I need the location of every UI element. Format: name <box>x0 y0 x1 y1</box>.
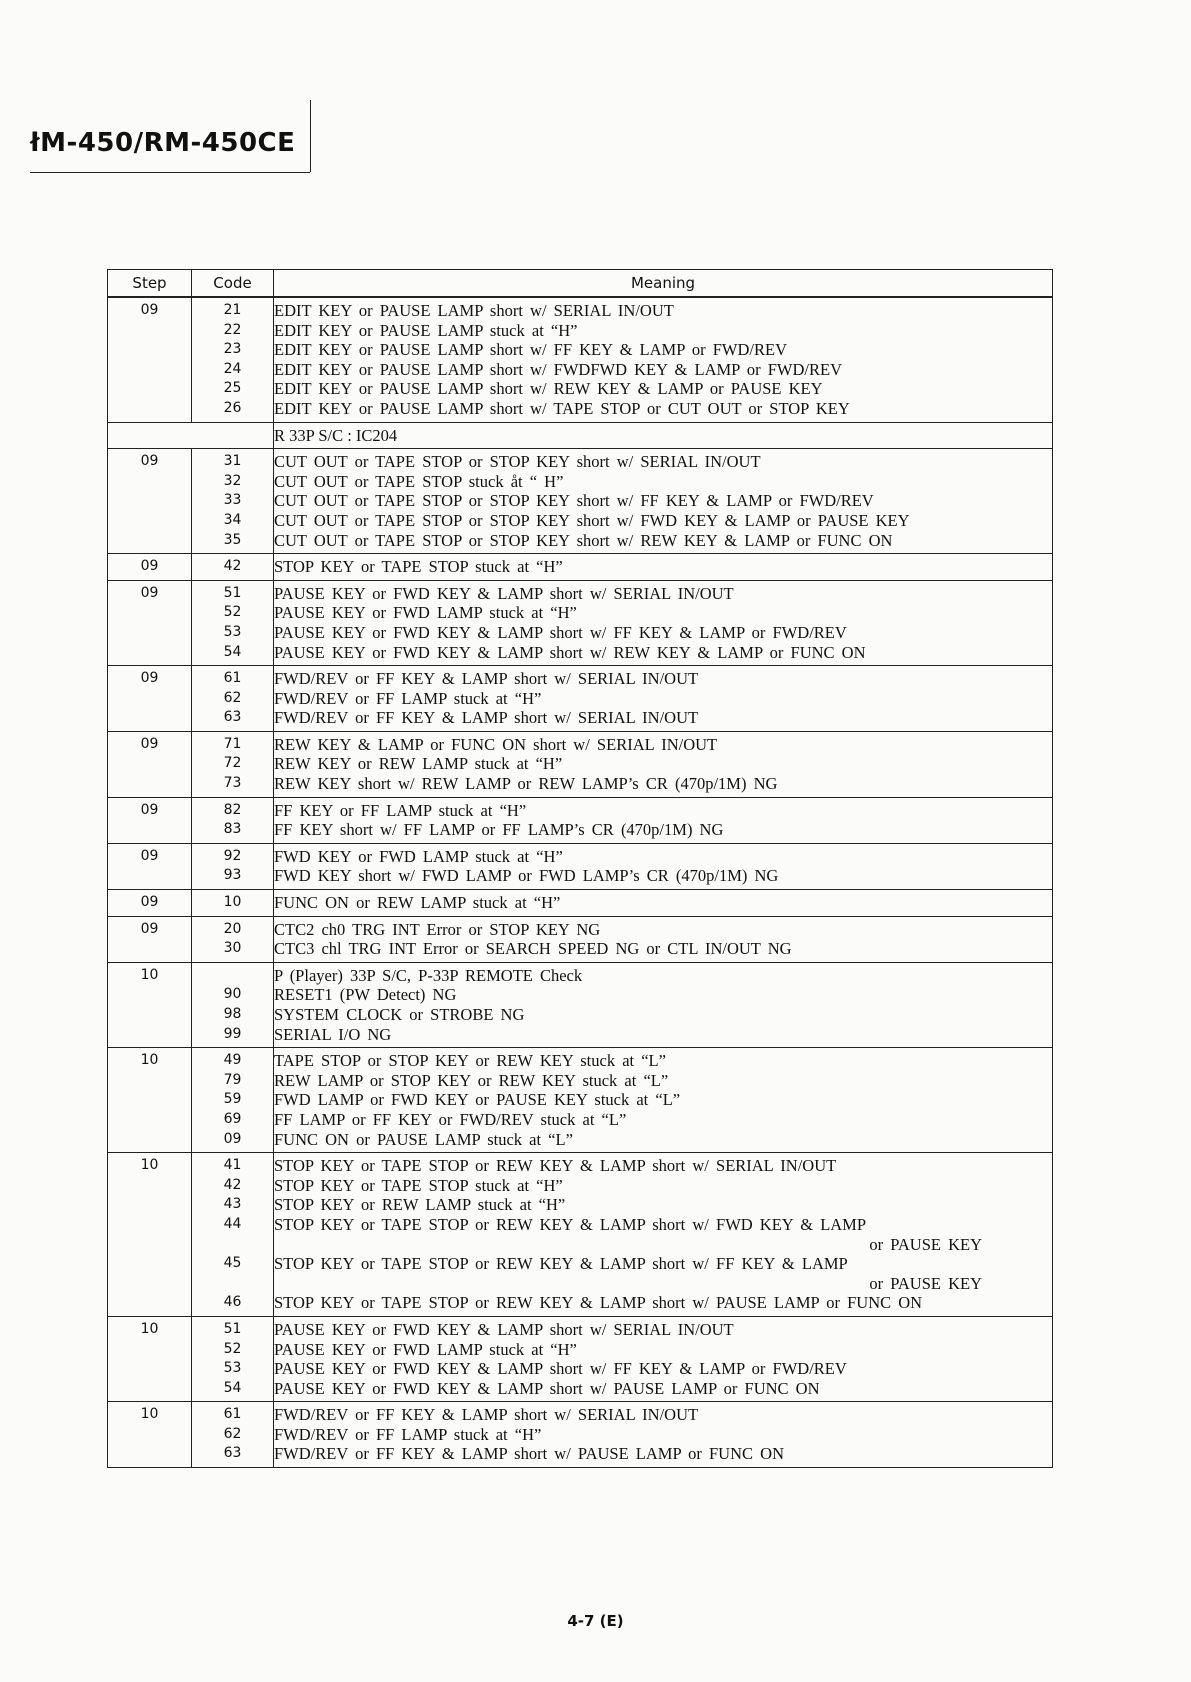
page-number: 4-7 (E) <box>567 1612 624 1630</box>
error-code: 61 <box>223 1406 242 1423</box>
step-cell: 09 <box>108 797 192 843</box>
code-cell <box>192 890 274 917</box>
code-cell <box>192 731 274 797</box>
meaning-cell <box>274 580 1053 665</box>
code-cell <box>192 962 274 1047</box>
error-code: 73 <box>223 775 242 792</box>
error-code: 25 <box>223 380 242 397</box>
table-row <box>108 797 1053 843</box>
meaning-cell <box>274 1153 1053 1317</box>
column-header-code: Code <box>192 270 274 298</box>
meaning-line: FWD/REV or FF KEY & LAMP short w/ SERIAL IN/OUT <box>274 1405 699 1425</box>
meaning-cell <box>274 1048 1053 1153</box>
meaning-line: FWD/REV or FF KEY & LAMP short w/ SERIAL IN/OUT <box>274 708 699 728</box>
meaning-line-continuation: or PAUSE KEY <box>869 1273 982 1293</box>
meaning-line: STOP KEY or TAPE STOP or REW KEY & LAMP short w/ PAUSE LAMP or FUNC ON <box>274 1293 923 1313</box>
meaning-line: CUT OUT or TAPE STOP or STOP KEY short w/ FF KEY & LAMP or FWD/REV <box>274 491 874 511</box>
step-cell: 09 <box>108 297 192 422</box>
error-code: 53 <box>223 623 242 640</box>
meaning-line: CTC3 chl TRG INT Error or SEARCH SPEED NG or CTL IN/OUT NG <box>274 939 792 959</box>
step-cell: 09 <box>108 916 192 962</box>
error-code: 63 <box>223 1445 242 1462</box>
meaning-line: REW KEY & LAMP or FUNC ON short w/ SERIAL IN/OUT <box>274 734 718 754</box>
table-row <box>108 843 1053 889</box>
meaning-line: REW KEY or REW LAMP stuck at “H” <box>274 754 563 774</box>
meaning-line: FWD KEY or FWD LAMP stuck at “H” <box>274 846 563 866</box>
meaning-cell <box>274 297 1053 422</box>
error-code: 72 <box>223 755 242 772</box>
table-row <box>108 449 1053 554</box>
meaning-line: PAUSE KEY or FWD KEY & LAMP short w/ FF KEY & LAMP or FWD/REV <box>274 1359 847 1379</box>
error-code: 33 <box>223 492 242 509</box>
meaning-line: EDIT KEY or PAUSE LAMP short w/ FF KEY & LAMP or FWD/REV <box>274 340 788 360</box>
meaning-line: FWD/REV or FF LAMP stuck at “H” <box>274 688 542 708</box>
meaning-line: P (Player) 33P S/C, P-33P REMOTE Check <box>274 965 583 985</box>
code-cell <box>192 554 274 581</box>
meaning-line: FF KEY short w/ FF LAMP or FF LAMP’s CR (470p/1M) NG <box>274 820 724 840</box>
meaning-line: FWD LAMP or FWD KEY or PAUSE KEY stuck at “L” <box>274 1090 681 1110</box>
error-code: 24 <box>223 360 242 377</box>
code-cell <box>192 1402 274 1468</box>
meaning-cell <box>274 797 1053 843</box>
error-code: 20 <box>223 920 242 937</box>
code-cell <box>192 1048 274 1153</box>
error-code: 41 <box>223 1157 242 1174</box>
table-row <box>108 1153 1053 1317</box>
table-row <box>108 1048 1053 1153</box>
code-cell <box>192 797 274 843</box>
error-code-continuation <box>192 1235 273 1255</box>
meaning-line: RESET1 (PW Detect) NG <box>274 985 457 1005</box>
table-row <box>108 1316 1053 1401</box>
error-code: 52 <box>223 604 242 621</box>
meaning-line: FUNC ON or PAUSE LAMP stuck at “L” <box>274 1129 573 1149</box>
step-cell: 10 <box>108 1402 192 1468</box>
error-code: 54 <box>223 643 242 660</box>
table-row <box>108 890 1053 917</box>
error-code: 34 <box>223 511 242 528</box>
table-row <box>108 962 1053 1047</box>
error-code: 69 <box>223 1110 242 1127</box>
step-cell: 10 <box>108 1048 192 1153</box>
error-code: 59 <box>223 1091 242 1108</box>
meaning-line: PAUSE KEY or FWD KEY & LAMP short w/ SERIAL IN/OUT <box>274 583 734 603</box>
error-code: 63 <box>223 709 242 726</box>
step-cell: 09 <box>108 843 192 889</box>
meaning-line: EDIT KEY or PAUSE LAMP short w/ TAPE STOP or CUT OUT or STOP KEY <box>274 398 850 418</box>
step-cell: 09 <box>108 449 192 554</box>
meaning-line: FUNC ON or REW LAMP stuck at “H” <box>274 893 561 913</box>
meaning-cell <box>274 1402 1053 1468</box>
meaning-line: FF KEY or FF LAMP stuck at “H” <box>274 800 527 820</box>
code-cell <box>192 580 274 665</box>
error-code: 23 <box>223 341 242 358</box>
error-code: 52 <box>223 1340 242 1357</box>
error-code: 79 <box>223 1071 242 1088</box>
error-code: 51 <box>223 584 242 601</box>
meaning-cell <box>274 916 1053 962</box>
step-cell: 10 <box>108 962 192 1047</box>
step-cell: 09 <box>108 554 192 581</box>
table-row <box>108 554 1053 581</box>
error-code: 30 <box>223 940 242 957</box>
error-code <box>192 966 273 986</box>
error-code-table <box>107 269 1053 1468</box>
error-code: 71 <box>223 735 242 752</box>
section-subheader: R 33P S/C : IC204 <box>274 422 1053 449</box>
header-rule-vertical <box>310 100 311 172</box>
error-code: 22 <box>223 321 242 338</box>
meaning-line: SYSTEM CLOCK or STROBE NG <box>274 1005 525 1024</box>
meaning-line: CUT OUT or TAPE STOP or STOP KEY short w/ SERIAL IN/OUT <box>274 452 761 472</box>
meaning-line: PAUSE KEY or FWD LAMP stuck at “H” <box>274 1339 577 1359</box>
meaning-cell <box>274 666 1053 732</box>
step-cell: 10 <box>108 1316 192 1401</box>
meaning-line: REW LAMP or STOP KEY or REW KEY stuck at “L” <box>274 1070 669 1090</box>
error-code: 26 <box>223 399 242 416</box>
error-code: 92 <box>223 847 242 864</box>
meaning-line: SERIAL I/O NG <box>274 1024 392 1044</box>
error-code: 09 <box>223 1130 242 1147</box>
error-code: 10 <box>223 894 242 911</box>
meaning-cell <box>274 731 1053 797</box>
error-code: 54 <box>223 1379 242 1396</box>
error-code: 45 <box>223 1255 242 1272</box>
document-title: łM-450/RM-450CE <box>30 128 296 158</box>
header-rule-horizontal <box>30 172 310 173</box>
error-code: 35 <box>223 531 242 548</box>
step-cell: 10 <box>108 1153 192 1317</box>
error-code: 32 <box>223 472 242 489</box>
meaning-line: EDIT KEY or PAUSE LAMP short w/ FWDFWD KEY & LAMP or FWD/REV <box>274 359 842 379</box>
meaning-line: CTC2 ch0 TRG INT Error or STOP KEY NG <box>274 919 601 939</box>
error-code: 61 <box>223 670 242 687</box>
meaning-cell <box>274 554 1053 581</box>
meaning-line: PAUSE KEY or FWD KEY & LAMP short w/ FF KEY & LAMP or FWD/REV <box>274 622 847 642</box>
meaning-line: TAPE STOP or STOP KEY or REW KEY stuck at “L” <box>274 1051 666 1071</box>
meaning-line: STOP KEY or TAPE STOP or REW KEY & LAMP short w/ SERIAL IN/OUT <box>274 1156 837 1176</box>
table-row <box>108 580 1053 665</box>
step-cell: 09 <box>108 666 192 732</box>
code-cell <box>192 1316 274 1401</box>
meaning-line: EDIT KEY or PAUSE LAMP stuck at “H” <box>274 320 578 340</box>
code-cell <box>192 916 274 962</box>
table-row <box>108 1402 1053 1468</box>
meaning-line: PAUSE KEY or FWD KEY & LAMP short w/ PAUSE LAMP or FUNC ON <box>274 1378 820 1398</box>
meaning-cell <box>274 1316 1053 1401</box>
error-code: 62 <box>223 1425 242 1442</box>
error-code: 83 <box>223 821 242 838</box>
step-cell: 09 <box>108 890 192 917</box>
error-code: 44 <box>223 1215 242 1232</box>
meaning-line: FWD/REV or FF KEY & LAMP short w/ PAUSE LAMP or FUNC ON <box>274 1444 784 1464</box>
code-cell <box>192 1153 274 1317</box>
column-header-step: Step <box>108 270 192 298</box>
step-cell: 09 <box>108 731 192 797</box>
meaning-cell <box>274 843 1053 889</box>
column-header-meaning: Meaning <box>274 270 1053 298</box>
code-cell <box>192 666 274 732</box>
table-row <box>108 666 1053 732</box>
error-code: 90 <box>223 986 242 1003</box>
meaning-cell <box>274 449 1053 554</box>
meaning-line: EDIT KEY or PAUSE LAMP short w/ SERIAL IN/OUT <box>274 301 674 320</box>
meaning-line: STOP KEY or TAPE STOP or REW KEY & LAMP short w/ FWD KEY & LAMP <box>274 1214 867 1234</box>
meaning-line: STOP KEY or REW LAMP stuck at “H” <box>274 1195 566 1215</box>
meaning-line: EDIT KEY or PAUSE LAMP short w/ REW KEY & LAMP or PAUSE KEY <box>274 379 823 399</box>
meaning-line: STOP KEY or TAPE STOP or REW KEY & LAMP short w/ FF KEY & LAMP <box>274 1254 848 1274</box>
error-code: 82 <box>223 801 242 818</box>
meaning-line: FWD/REV or FF LAMP stuck at “H” <box>274 1424 542 1444</box>
meaning-line: PAUSE KEY or FWD KEY & LAMP short w/ REW KEY & LAMP or FUNC ON <box>274 642 866 662</box>
table-body <box>108 297 1053 1468</box>
table-row <box>108 731 1053 797</box>
meaning-line: FWD/REV or FF KEY & LAMP short w/ SERIAL IN/OUT <box>274 669 699 689</box>
error-code: 98 <box>223 1006 242 1022</box>
subheader-spacer <box>108 422 274 449</box>
meaning-line: PAUSE KEY or FWD LAMP stuck at “H” <box>274 603 577 623</box>
error-code: 43 <box>223 1196 242 1213</box>
error-code: 31 <box>223 453 242 470</box>
error-code: 49 <box>223 1052 242 1069</box>
error-code: 42 <box>223 1176 242 1193</box>
meaning-line: CUT OUT or TAPE STOP or STOP KEY short w/ REW KEY & LAMP or FUNC ON <box>274 530 893 550</box>
error-code: 46 <box>223 1294 242 1311</box>
error-code: 62 <box>223 689 242 706</box>
step-cell: 09 <box>108 580 192 665</box>
meaning-cell <box>274 962 1053 1047</box>
error-code: 99 <box>223 1025 242 1042</box>
meaning-cell <box>274 890 1053 917</box>
code-cell <box>192 449 274 554</box>
section-subheader-row <box>108 422 1053 449</box>
meaning-line: STOP KEY or TAPE STOP stuck at “H” <box>274 1175 563 1195</box>
error-code: 53 <box>223 1360 242 1377</box>
code-cell <box>192 297 274 422</box>
meaning-line: REW KEY short w/ REW LAMP or REW LAMP’s CR (470p/1M) NG <box>274 774 778 794</box>
meaning-line-continuation: or PAUSE KEY <box>869 1234 982 1254</box>
error-code-continuation <box>192 1274 273 1294</box>
code-cell <box>192 843 274 889</box>
meaning-line: CUT OUT or TAPE STOP stuck åt “ H” <box>274 471 564 491</box>
meaning-line: FWD KEY short w/ FWD LAMP or FWD LAMP’s CR (470p/1M) NG <box>274 866 779 886</box>
meaning-line: PAUSE KEY or FWD KEY & LAMP short w/ SERIAL IN/OUT <box>274 1319 734 1339</box>
table-row <box>108 297 1053 422</box>
error-code: 21 <box>223 302 242 318</box>
meaning-line: FF LAMP or FF KEY or FWD/REV stuck at “L” <box>274 1109 627 1129</box>
meaning-line: STOP KEY or TAPE STOP stuck at “H” <box>274 557 563 577</box>
error-code: 51 <box>223 1320 242 1337</box>
error-code: 93 <box>223 867 242 884</box>
error-code: 42 <box>223 558 242 575</box>
table-header-row <box>108 270 1053 298</box>
meaning-line: CUT OUT or TAPE STOP or STOP KEY short w/ FWD KEY & LAMP or PAUSE KEY <box>274 510 910 530</box>
table-row <box>108 916 1053 962</box>
